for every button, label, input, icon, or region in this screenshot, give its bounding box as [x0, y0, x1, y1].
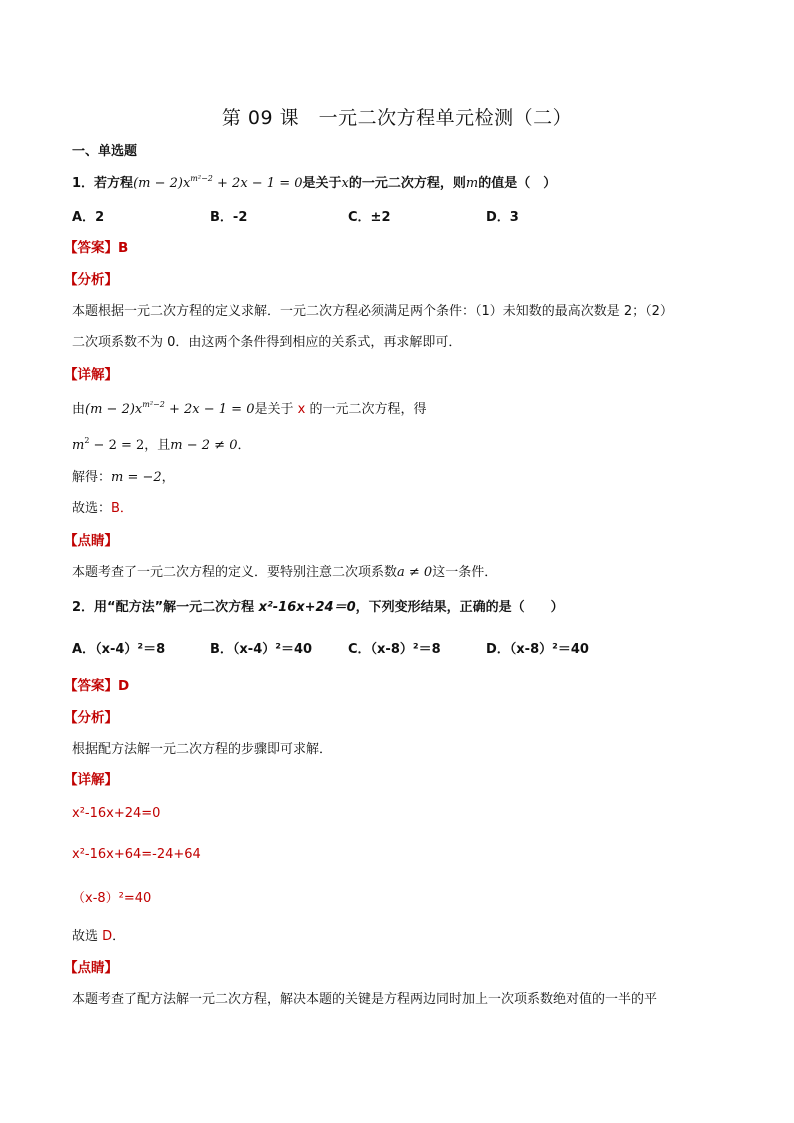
equation: $(m - 2)x^{m^2-2} + 2x - 1 = 0$ [133, 174, 303, 191]
section-heading: 一、单选题 [72, 144, 138, 159]
page-title: 第 09 课 一元二次方程单元检测（二） [221, 107, 573, 129]
question-number: 1． [72, 176, 95, 191]
q1-analysis-text-2: 二次项系数不为 0．由这两个条件得到相应的关系式，再求解即可． [72, 335, 462, 350]
q1-analysis-label: 【分析】 [64, 272, 118, 288]
q2-comment-label: 【点睛】 [64, 960, 118, 976]
equation: $(m - 2)x^{m^2-2} + 2x - 1 = 0$ [85, 400, 255, 417]
q1-detail-step-1: 由$(m - 2)x^{m^2-2} + 2x - 1 = 0$是关于 x 的一元二次方程，得 [72, 400, 427, 417]
q2-option-d: D．（x-8）²＝40 [486, 642, 589, 657]
q1-analysis-text-1: 本题根据一元二次方程的定义求解．一元二次方程必须满足两个条件：（1）未知数的最高次数是 2；（2） [72, 304, 673, 319]
question-2-stem: 2．用“配方法”解一元二次方程 x²-16x+24＝0，下列变形结果，正确的是（ ） [72, 600, 564, 615]
q1-comment-text: 本题考查了一元二次方程的定义．要特别注意二次项系数a ≠ 0这一条件． [72, 565, 498, 580]
q2-option-a: A．（x-4）²＝8 [72, 642, 166, 657]
q1-comment-label: 【点睛】 [64, 533, 118, 549]
q2-detail-step-2: x²-16x+64=-24+64 [72, 847, 201, 862]
q2-option-c: C．（x-8）²＝8 [348, 642, 441, 657]
q1-detail-choice: 故选：B． [72, 501, 133, 516]
q2-analysis-label: 【分析】 [64, 710, 118, 726]
q1-option-b: B．-2 [210, 210, 248, 225]
question-number: 2． [72, 600, 95, 615]
q1-answer: 【答案】B [64, 240, 129, 256]
q1-detail-label: 【详解】 [64, 367, 118, 383]
q1-option-c: C．±2 [348, 210, 391, 225]
q2-detail-step-1: x²-16x+24=0 [72, 806, 161, 821]
q1-detail-step-2: $m^2 - 2 = 2$，且m − 2 ≠ 0． [72, 436, 251, 453]
question-1-stem: 1．若方程$(m - 2)x^{m^2-2} + 2x - 1 = 0$是关于x的一元二次方程，则m的值是（ ） [72, 174, 557, 191]
q2-detail-step-3: （x-8）²=40 [72, 891, 152, 906]
q2-analysis-text: 根据配方法解一元二次方程的步骤即可求解． [72, 742, 333, 757]
q2-detail-choice: 故选 D． [72, 929, 126, 944]
q2-detail-label: 【详解】 [64, 772, 118, 788]
q1-option-a: A．2 [72, 210, 105, 225]
q1-option-d: D．3 [486, 210, 519, 225]
q1-detail-step-3: 解得：m = −2， [72, 470, 175, 485]
q2-comment-text: 本题考查了配方法解一元二次方程，解决本题的关键是方程两边同时加上一次项系数绝对值的一半的平 [72, 992, 658, 1007]
q2-option-b: B．（x-4）²＝40 [210, 642, 313, 657]
q2-answer: 【答案】D [64, 678, 130, 694]
